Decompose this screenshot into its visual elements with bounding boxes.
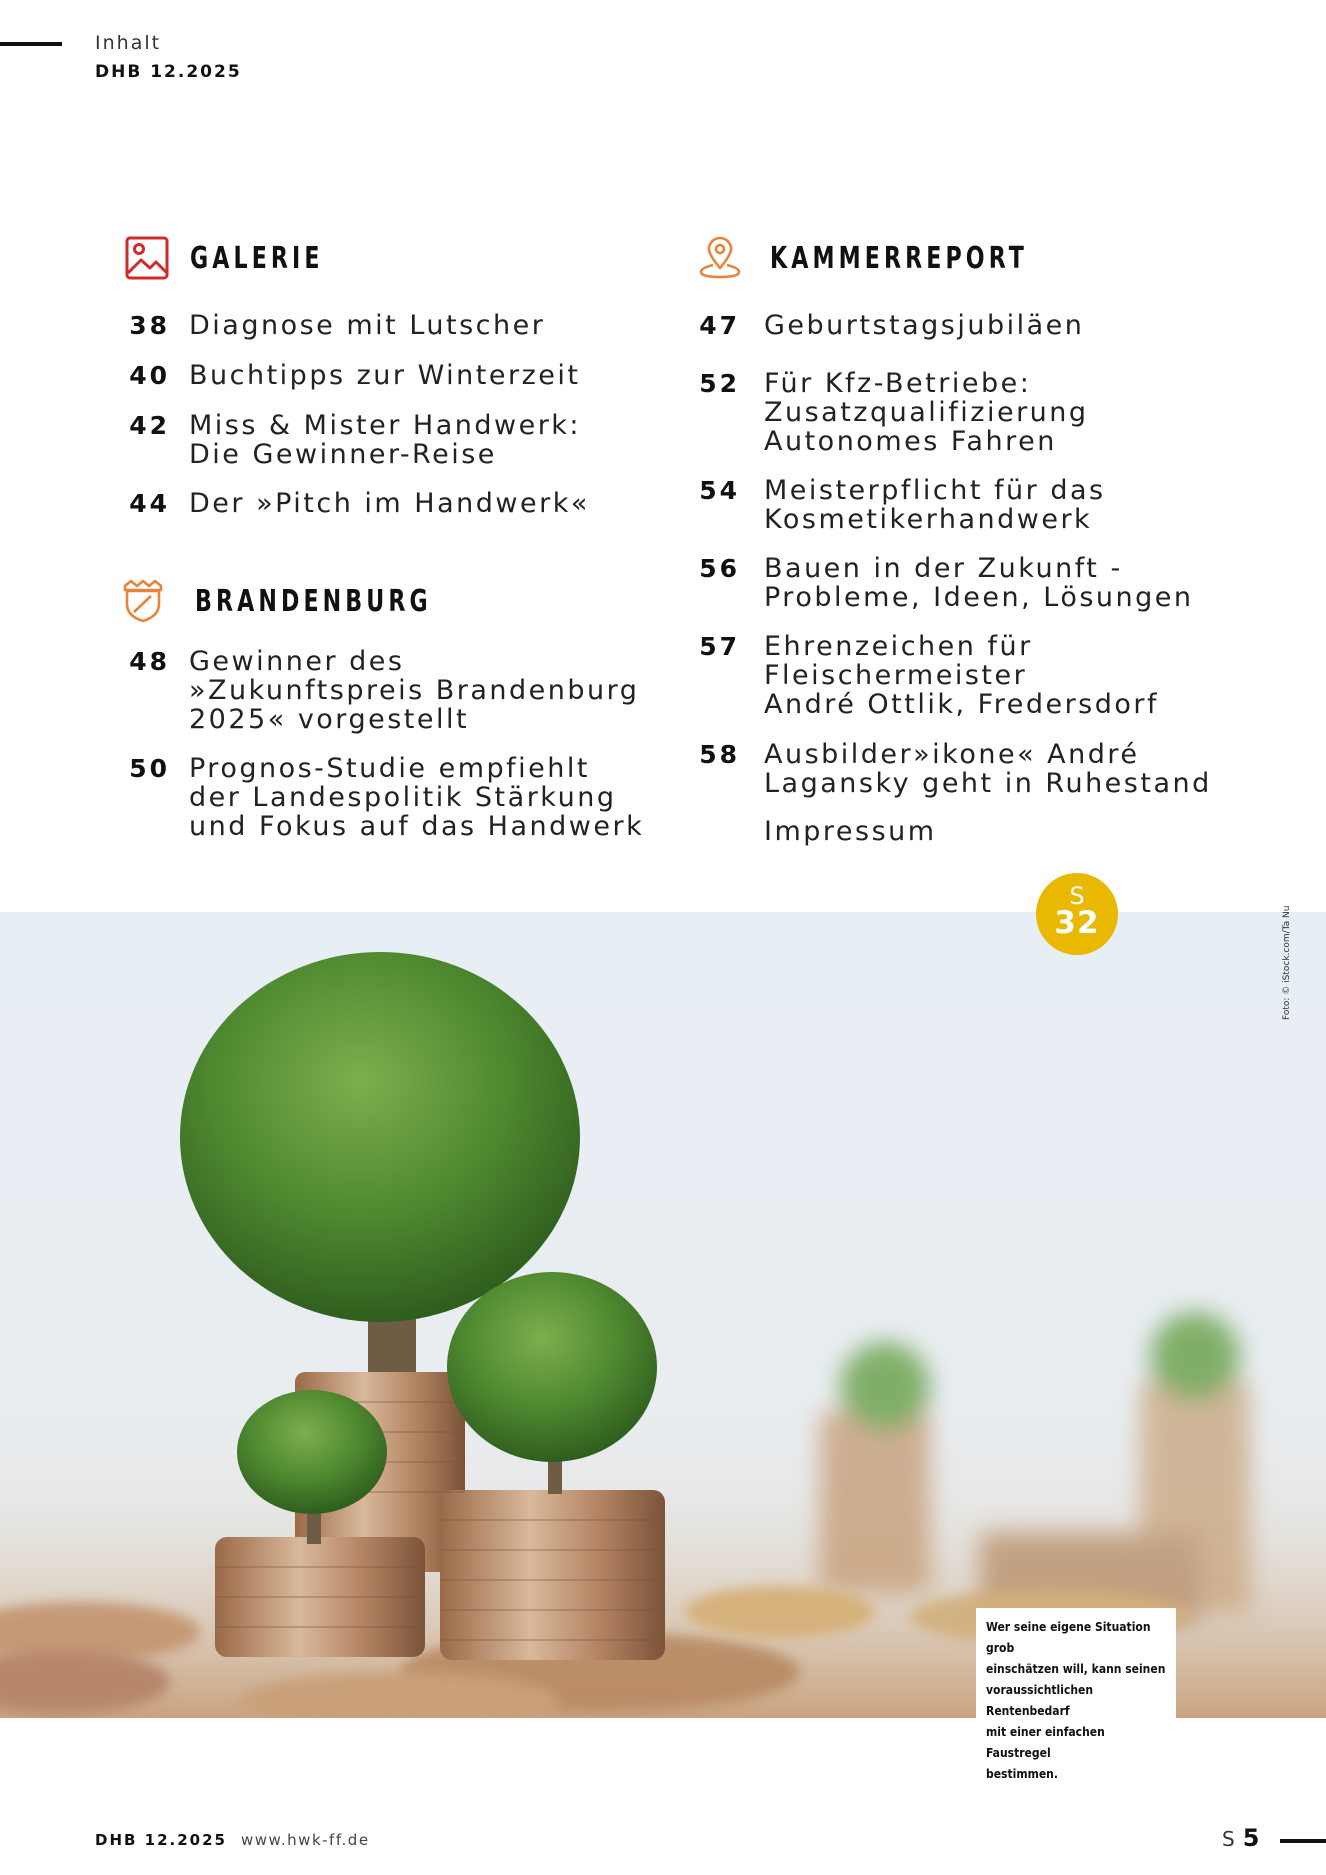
toc-entry[interactable] <box>120 489 590 518</box>
entry-title: Der »Pitch im Handwerk« <box>189 488 590 519</box>
photo-caption: Wer seine eigene Situation grob einschätzen will, kann seinen voraussichtlichen Rentenbedarf mit einer einfachen Faustregel bestimmen. <box>976 1608 1176 1718</box>
page-prefix: S <box>1222 1827 1235 1851</box>
section-title: KAMMERREPORT <box>770 240 1028 276</box>
toc-entry[interactable] <box>694 369 1089 456</box>
toc-entry[interactable] <box>694 632 1159 719</box>
image-icon <box>124 235 170 281</box>
page-number: 48 <box>129 647 170 676</box>
entry-title: Ehrenzeichen für Fleischermeister André Ottlik, Fredersdorf <box>764 631 1160 720</box>
toc-entry[interactable] <box>694 476 1106 534</box>
page-number: 57 <box>699 632 740 661</box>
location-pin-icon <box>697 235 743 281</box>
page-number: 5 <box>1242 1824 1260 1852</box>
page-number: 52 <box>699 369 740 398</box>
issue-label: DHB 12.2025 <box>95 62 242 82</box>
page-number: 42 <box>129 411 170 440</box>
section-kammerreport-heading <box>697 235 1085 281</box>
page-number: 47 <box>699 311 740 340</box>
entry-title: Ausbilder»ikone« André Lagansky geht in Ruhestand <box>764 739 1212 799</box>
page-number <box>694 817 740 846</box>
section-label: Inhalt <box>95 32 162 54</box>
entry-title: Buchtipps zur Winterzeit <box>189 360 581 391</box>
section-galerie-heading <box>124 235 353 281</box>
section-title: GALERIE <box>190 240 324 276</box>
entry-title: Geburtstagsjubiläen <box>764 310 1085 341</box>
toc-entry[interactable] <box>124 754 644 841</box>
toc-entry[interactable] <box>694 817 937 846</box>
footer-left <box>95 1831 370 1849</box>
entry-title: Gewinner des »Zukunftspreis Brandenburg 2025« vorgestellt <box>189 646 640 735</box>
section-brandenburg-heading <box>120 578 484 624</box>
entry-title: Bauen in der Zukunft - Probleme, Ideen, Lösungen <box>764 553 1194 613</box>
footer-url[interactable]: www.hwk-ff.de <box>240 1831 370 1849</box>
footer-rule <box>1280 1839 1326 1843</box>
toc-entry[interactable] <box>120 411 581 469</box>
page-number: 40 <box>129 361 170 390</box>
page-number: 50 <box>129 754 170 783</box>
entry-title: Für Kfz-Betriebe: Zusatzqualifizierung Autonomes Fahren <box>764 368 1089 457</box>
trees-on-coins-illustration <box>0 912 1326 1718</box>
page-number: 56 <box>699 554 740 583</box>
entry-title: Meisterpflicht für das Kosmetikerhandwerk <box>764 475 1106 535</box>
feature-photo[interactable] <box>0 912 1326 1718</box>
badge-page-number: 32 <box>1054 905 1100 941</box>
badge-prefix: S <box>1069 882 1085 910</box>
toc-entry[interactable] <box>120 361 580 390</box>
header-rule <box>0 42 62 46</box>
toc-entry[interactable] <box>124 647 639 734</box>
page-number: 54 <box>699 476 740 505</box>
entry-title: Diagnose mit Lutscher <box>189 310 546 341</box>
page-number: 44 <box>129 489 170 518</box>
section-title: BRANDENBURG <box>195 583 432 619</box>
toc-entry[interactable] <box>694 740 1212 798</box>
footer-issue: DHB 12.2025 <box>95 1831 227 1849</box>
toc-entry[interactable] <box>694 311 1084 340</box>
photo-credit: Foto: © iStock.com/Ta Nu <box>1282 905 1292 1020</box>
toc-entry[interactable] <box>120 311 545 340</box>
entry-title: Impressum <box>764 816 937 847</box>
footer-page <box>1222 1824 1259 1852</box>
page-badge[interactable] <box>1036 873 1118 955</box>
page-number: 38 <box>129 311 170 340</box>
toc-entry[interactable] <box>694 554 1194 612</box>
crown-shield-icon <box>120 578 166 624</box>
entry-title: Prognos-Studie empfiehlt der Landespolitik Stärkung und Fokus auf das Handwerk <box>189 753 645 842</box>
entry-title: Miss & Mister Handwerk: Die Gewinner-Reise <box>189 410 582 470</box>
page-number: 58 <box>699 740 740 769</box>
